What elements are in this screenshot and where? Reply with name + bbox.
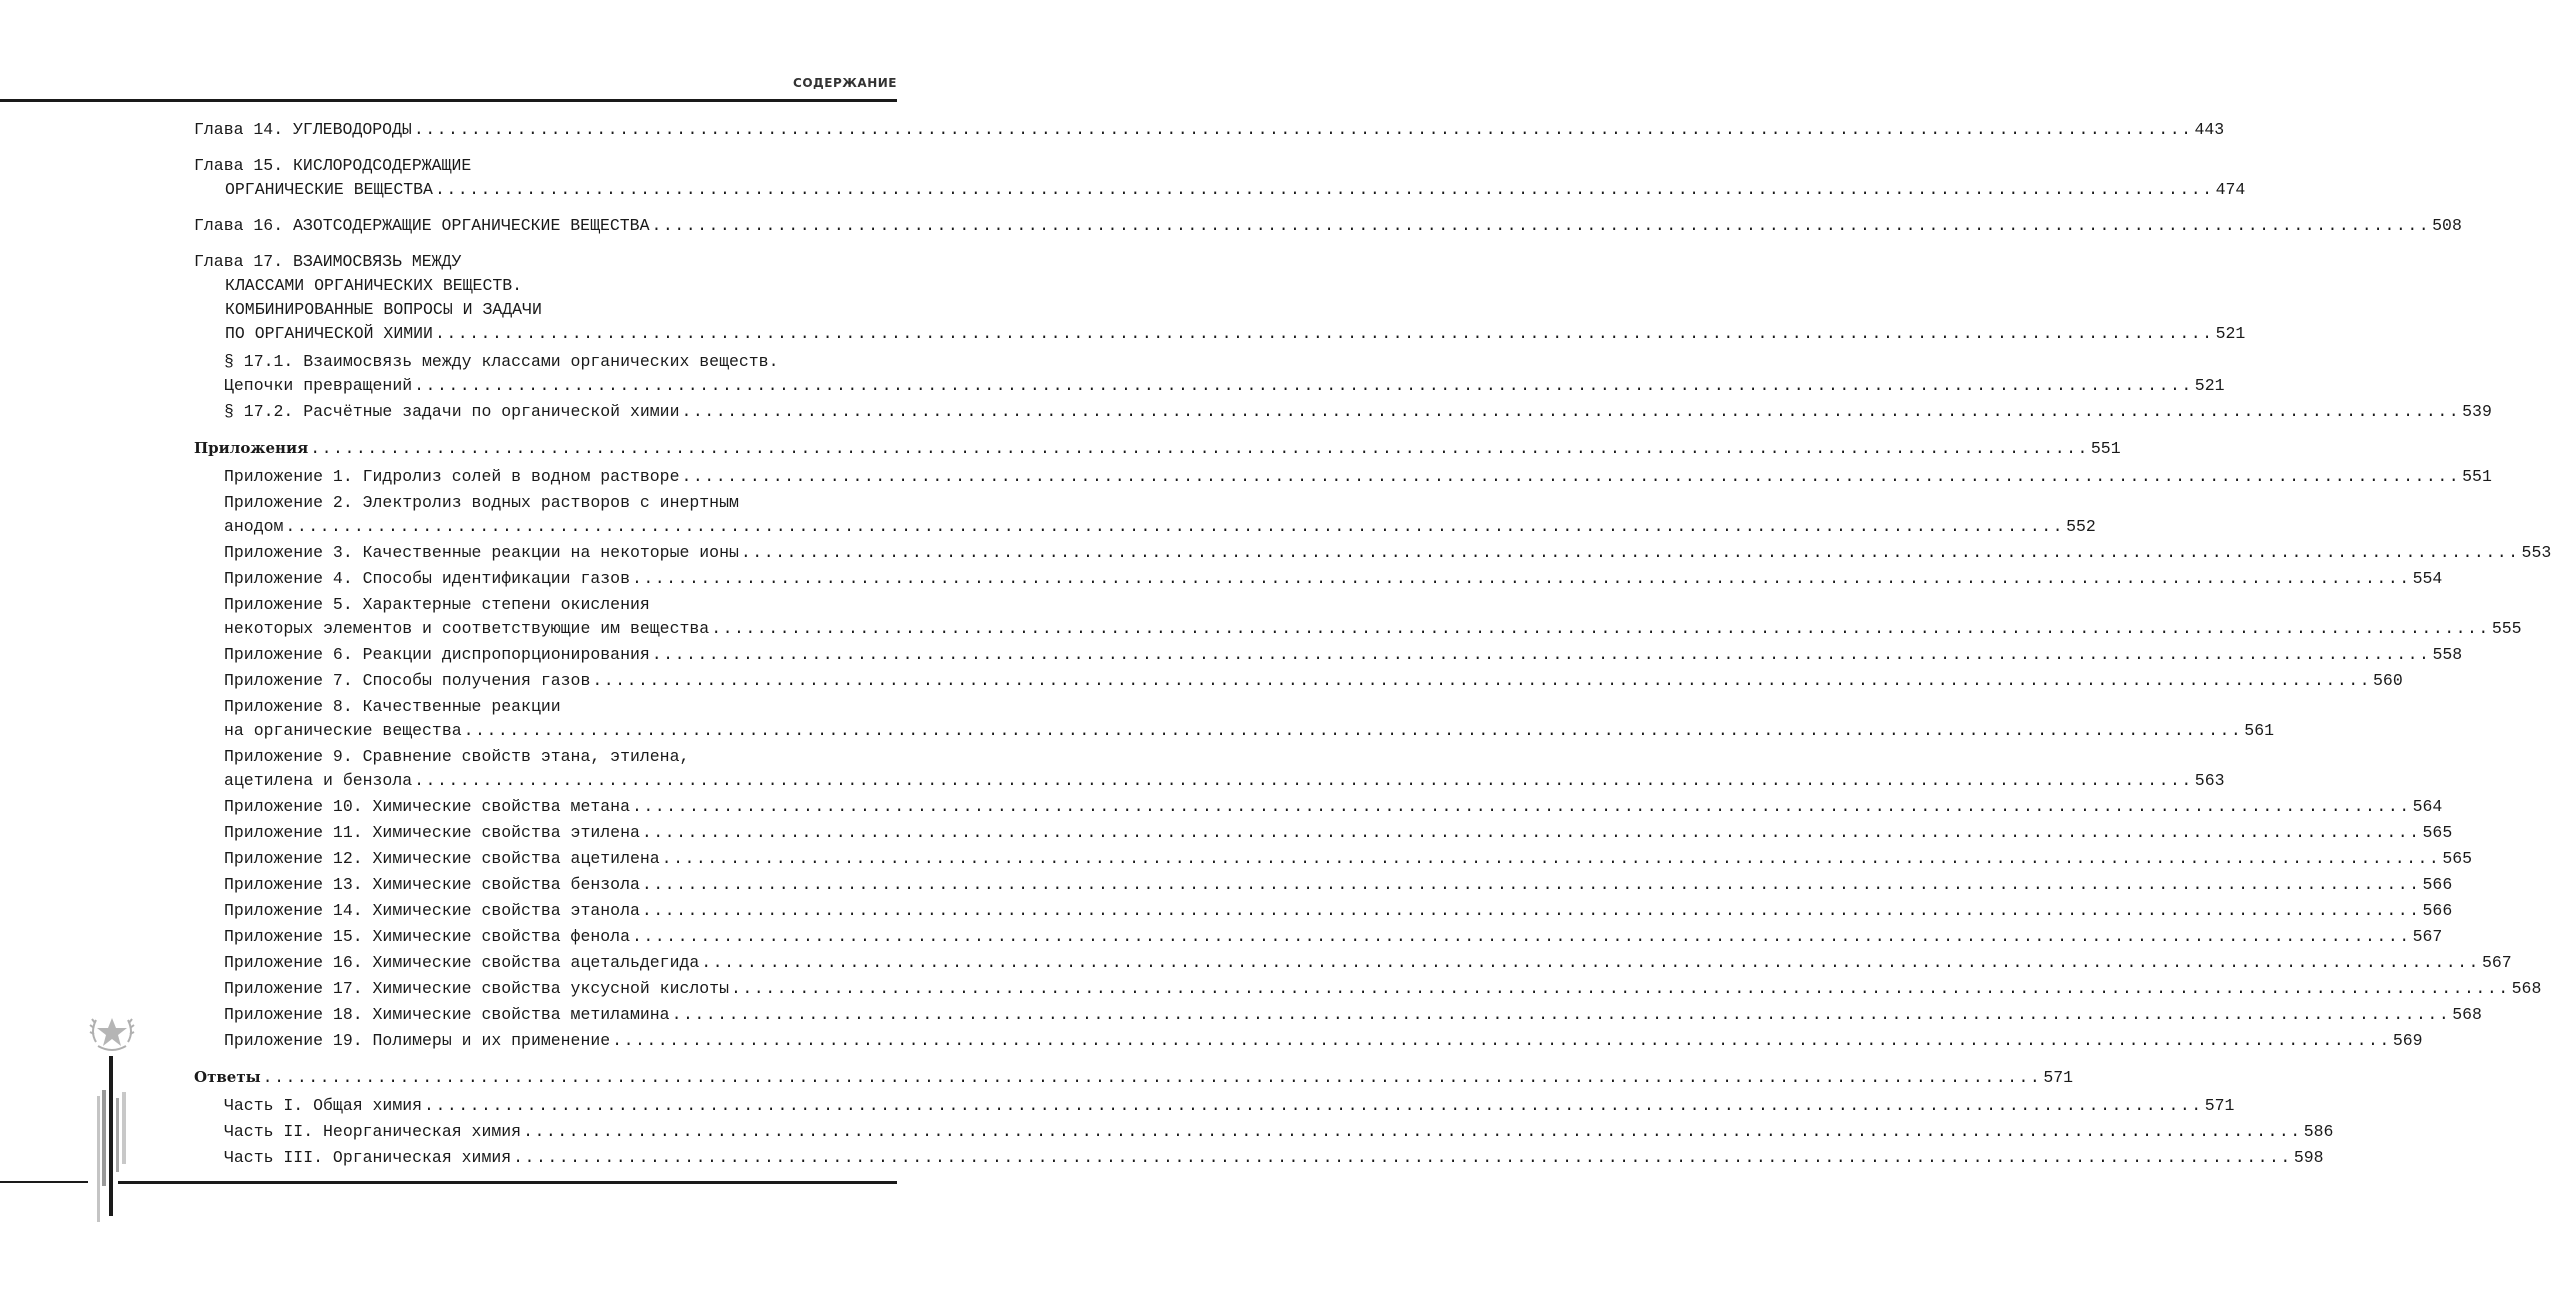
leader-dots: ............................................................................................................................................................ bbox=[641, 823, 2421, 842]
page-number: 571 bbox=[2043, 1068, 2074, 1087]
entry-title-cont: ОРГАНИЧЕСКИЕ ВЕЩЕСТВА bbox=[225, 180, 433, 199]
leader-dots: ............................................................................................................................................................ bbox=[434, 180, 2214, 199]
entry-title-cont: на органические вещества bbox=[224, 721, 462, 740]
entry-title: Приложение 4. Способы идентификации газов bbox=[224, 569, 630, 588]
toc-entry-chapter-17[interactable] bbox=[194, 250, 2246, 346]
page-number: 565 bbox=[2442, 849, 2473, 868]
entry-title: Приложение 10. Химические свойства метана bbox=[224, 797, 630, 816]
toc-entry-appendix-3[interactable] bbox=[194, 541, 2551, 565]
bottom-rule-left bbox=[0, 1181, 88, 1183]
page-number: 565 bbox=[2422, 823, 2453, 842]
entry-title: Приложение 5. Характерные степени окисления bbox=[224, 595, 650, 614]
leader-dots: ............................................................................................................................................................ bbox=[612, 1031, 2391, 1050]
leader-dots: ............................................................................................................................................................ bbox=[740, 543, 2520, 562]
leader-dots: ............................................................................................................................................................ bbox=[661, 849, 2441, 868]
toc-entry-appendix-16[interactable] bbox=[194, 951, 2512, 975]
toc-entry-answers-part-3[interactable] bbox=[194, 1146, 2324, 1170]
page-number: 552 bbox=[2066, 517, 2096, 536]
page-number: 554 bbox=[2412, 569, 2443, 588]
table-of-contents bbox=[194, 118, 2551, 1170]
leader-dots: ............................................................................................................................................................ bbox=[523, 1122, 2302, 1141]
entry-title-cont: анодом bbox=[224, 517, 284, 536]
entry-title: Приложение 16. Химические свойства ацетальдегида bbox=[224, 953, 700, 972]
toc-entry-appendix-5[interactable] bbox=[194, 593, 2522, 641]
toc-entry-appendix-4[interactable] bbox=[194, 567, 2443, 591]
toc-entry-appendix-7[interactable] bbox=[194, 669, 2403, 693]
leader-dots: ............................................................................................................................................................ bbox=[641, 875, 2421, 894]
entry-title: Глава 15. КИСЛОРОДСОДЕРЖАЩИЕ bbox=[194, 156, 472, 175]
entry-title: Приложение 8. Качественные реакции bbox=[224, 697, 561, 716]
entry-title: Глава 14. УГЛЕВОДОРОДЫ bbox=[194, 120, 412, 139]
entry-title-cont: ПО ОРГАНИЧЕСКОЙ ХИМИИ bbox=[225, 324, 433, 343]
page-number: 560 bbox=[2373, 671, 2403, 690]
leader-dots: ............................................................................................................................................................ bbox=[651, 216, 2431, 235]
entry-title: Глава 17. ВЗАИМОСВЯЗЬ МЕЖДУ bbox=[194, 252, 462, 271]
toc-entry-appendix-6[interactable] bbox=[194, 643, 2463, 667]
toc-entry-appendix-11[interactable] bbox=[194, 821, 2453, 845]
page-number: 539 bbox=[2462, 402, 2492, 421]
entry-title: Приложение 6. Реакции диспропорционирования bbox=[224, 645, 650, 664]
page-number: 566 bbox=[2422, 901, 2453, 920]
entry-title: § 17.2. Расчётные задачи по органической химии bbox=[224, 402, 680, 421]
toc-entry-appendix-1[interactable] bbox=[194, 465, 2492, 489]
page-number: 551 bbox=[2090, 439, 2121, 458]
page-number: 521 bbox=[2215, 324, 2246, 343]
entry-title-cont: Цепочки превращений bbox=[224, 376, 413, 395]
page-number: 586 bbox=[2303, 1122, 2334, 1141]
entry-title: § 17.1. Взаимосвязь между классами органических веществ. bbox=[224, 352, 779, 371]
leader-dots: ............................................................................................................................................................ bbox=[434, 324, 2214, 343]
entry-title-cont: КОМБИНИРОВАННЫЕ ВОПРОСЫ И ЗАДАЧИ bbox=[225, 300, 542, 319]
page-number: 567 bbox=[2412, 927, 2443, 946]
leader-dots: ............................................................................................................................................................ bbox=[414, 376, 2193, 395]
entry-title: Приложение 13. Химические свойства бензола bbox=[224, 875, 640, 894]
toc-entry-answers-part-2[interactable] bbox=[194, 1120, 2334, 1144]
entry-title: Приложение 1. Гидролиз солей в водном растворе bbox=[224, 467, 680, 486]
leader-dots: ............................................................................................................................................................ bbox=[424, 1096, 2203, 1115]
entry-title: Приложение 17. Химические свойства уксусной кислоты bbox=[224, 979, 729, 998]
leader-dots: ............................................................................................................................................................ bbox=[592, 671, 2372, 690]
toc-entry-answers-part-1[interactable] bbox=[194, 1094, 2235, 1118]
page-number: 598 bbox=[2293, 1148, 2324, 1167]
leader-dots: ............................................................................................................................................................ bbox=[711, 619, 2490, 638]
leader-dots: ............................................................................................................................................................ bbox=[701, 953, 2480, 972]
entry-title-cont: ацетилена и бензола bbox=[224, 771, 413, 790]
entry-title: Ответы bbox=[194, 1068, 261, 1086]
entry-title: Приложение 2. Электролиз водных растворов с инертным bbox=[224, 493, 739, 512]
leader-dots: ............................................................................................................................................................ bbox=[413, 120, 2193, 139]
entry-title: Часть III. Органическая химия bbox=[224, 1148, 512, 1167]
leader-dots: ............................................................................................................................................................ bbox=[285, 517, 2065, 536]
toc-entry-chapter-14[interactable] bbox=[194, 118, 2225, 142]
star-wreath-emblem-icon bbox=[84, 1012, 140, 1232]
entry-title: Приложение 9. Сравнение свойств этана, этилена, bbox=[224, 747, 690, 766]
page-number: 558 bbox=[2432, 645, 2463, 664]
entry-title: Приложение 7. Способы получения газов bbox=[224, 671, 591, 690]
page-number: 555 bbox=[2491, 619, 2522, 638]
leader-dots: ............................................................................................................................................................ bbox=[310, 439, 2089, 458]
leader-dots: ............................................................................................................................................................ bbox=[513, 1148, 2292, 1167]
toc-entry-appendix-8[interactable] bbox=[194, 695, 2275, 743]
leader-dots: ............................................................................................................................................................ bbox=[631, 569, 2411, 588]
entry-title: Глава 16. АЗОТСОДЕРЖАЩИЕ ОРГАНИЧЕСКИЕ ВЕЩЕСТВА bbox=[194, 216, 650, 235]
entry-title: Приложение 18. Химические свойства метиламина bbox=[224, 1005, 670, 1024]
top-rule bbox=[0, 99, 897, 102]
leader-dots: ............................................................................................................................................................ bbox=[262, 1068, 2042, 1087]
entry-title: Приложения bbox=[194, 439, 309, 457]
entry-title-cont: КЛАССАМИ ОРГАНИЧЕСКИХ ВЕЩЕСТВ. bbox=[225, 276, 523, 295]
leader-dots: ............................................................................................................................................................ bbox=[641, 901, 2421, 920]
entry-title-cont: некоторых элементов и соответствующие им вещества bbox=[224, 619, 710, 638]
toc-entry-appendix-14[interactable] bbox=[194, 899, 2453, 923]
page-number: 568 bbox=[2452, 1005, 2482, 1024]
toc-entry-appendix-19[interactable] bbox=[194, 1029, 2423, 1053]
bottom-rule-right bbox=[118, 1181, 897, 1184]
leader-dots: ............................................................................................................................................................ bbox=[681, 402, 2461, 421]
leader-dots: ............................................................................................................................................................ bbox=[414, 771, 2193, 790]
leader-dots: ............................................................................................................................................................ bbox=[681, 467, 2461, 486]
entry-title: Приложение 12. Химические свойства ацетилена bbox=[224, 849, 660, 868]
toc-entry-section-17-1[interactable] bbox=[194, 350, 2225, 398]
leader-dots: ............................................................................................................................................................ bbox=[671, 1005, 2451, 1024]
page-number: 474 bbox=[2215, 180, 2246, 199]
entry-title: Приложение 19. Полимеры и их применение bbox=[224, 1031, 611, 1050]
page-number: 561 bbox=[2244, 721, 2275, 740]
toc-entry-appendix-18[interactable] bbox=[194, 1003, 2482, 1027]
toc-entry-appendix-2[interactable] bbox=[194, 491, 2096, 539]
page-number: 521 bbox=[2194, 376, 2225, 395]
page-number: 566 bbox=[2422, 875, 2453, 894]
page-number: 508 bbox=[2432, 216, 2462, 235]
toc-entry-appendix-15[interactable] bbox=[194, 925, 2443, 949]
entry-title: Часть II. Неорганическая химия bbox=[224, 1122, 522, 1141]
page-number: 568 bbox=[2511, 979, 2542, 998]
leader-dots: ............................................................................................................................................................ bbox=[463, 721, 2243, 740]
toc-entry-chapter-15[interactable] bbox=[194, 154, 2246, 202]
page-number: 563 bbox=[2194, 771, 2225, 790]
page-number: 564 bbox=[2412, 797, 2443, 816]
toc-entry-appendix-10[interactable] bbox=[194, 795, 2443, 819]
toc-entry-appendix-9[interactable] bbox=[194, 745, 2225, 793]
toc-entry-appendix-17[interactable] bbox=[194, 977, 2542, 1001]
toc-entry-chapter-16[interactable] bbox=[194, 214, 2462, 238]
leader-dots: ............................................................................................................................................................ bbox=[631, 797, 2411, 816]
leader-dots: ............................................................................................................................................................ bbox=[631, 927, 2411, 946]
running-head: СОДЕРЖАНИЕ bbox=[793, 76, 897, 90]
page-number: 571 bbox=[2204, 1096, 2235, 1115]
entry-title: Часть I. Общая химия bbox=[224, 1096, 423, 1115]
toc-entry-answers[interactable] bbox=[194, 1065, 2074, 1090]
leader-dots: ............................................................................................................................................................ bbox=[651, 645, 2431, 664]
toc-entry-section-17-2[interactable] bbox=[194, 400, 2492, 424]
leader-dots: ............................................................................................................................................................ bbox=[730, 979, 2510, 998]
toc-entry-appendix-13[interactable] bbox=[194, 873, 2453, 897]
page-number: 443 bbox=[2194, 120, 2225, 139]
page-number: 567 bbox=[2481, 953, 2512, 972]
entry-title: Приложение 15. Химические свойства фенола bbox=[224, 927, 630, 946]
page-number: 551 bbox=[2462, 467, 2492, 486]
toc-entry-appendix-12[interactable] bbox=[194, 847, 2473, 871]
entry-title: Приложение 3. Качественные реакции на некоторые ионы bbox=[224, 543, 739, 562]
page-number: 569 bbox=[2392, 1031, 2423, 1050]
toc-entry-appendices[interactable] bbox=[194, 436, 2121, 461]
entry-title: Приложение 14. Химические свойства этанола bbox=[224, 901, 640, 920]
page-number: 553 bbox=[2521, 543, 2551, 562]
entry-title: Приложение 11. Химические свойства этилена bbox=[224, 823, 640, 842]
